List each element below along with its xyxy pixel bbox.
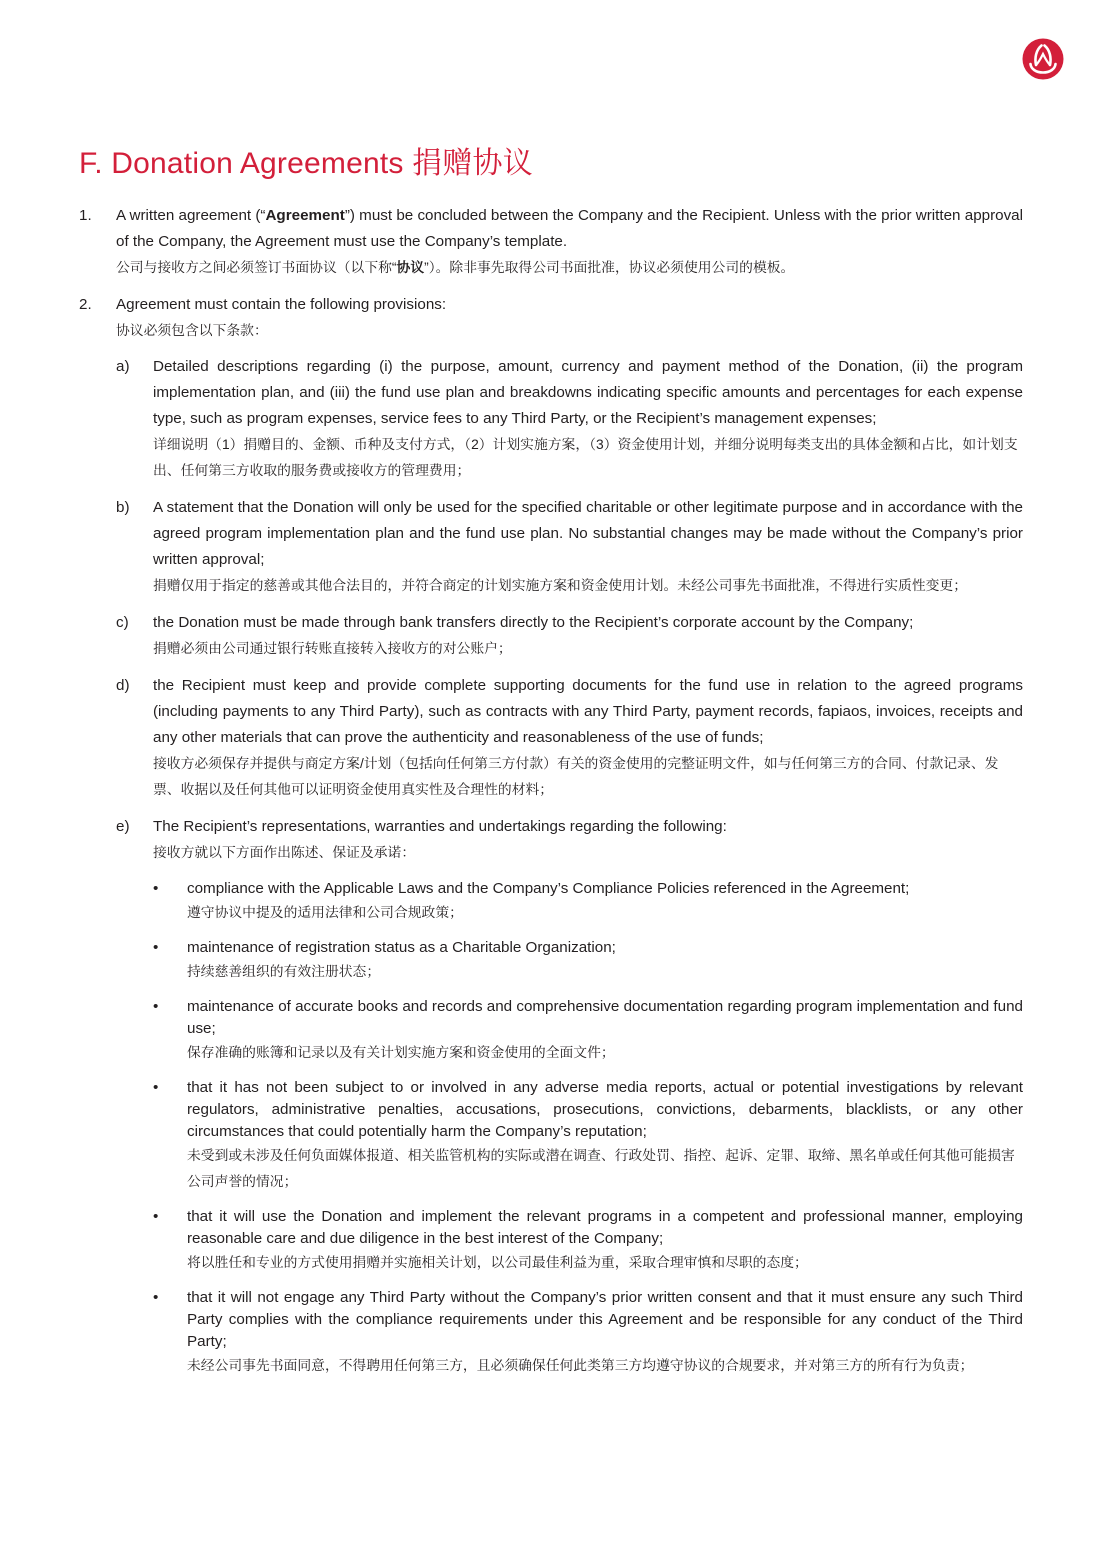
provision-text-en: Detailed descriptions regarding (i) the purpose, amount, currency and payment method of the Donation, (ii) the program implementation plan, and (iii) the fund use plan and breakdowns indicating specific amounts and percentages for each expense type, such as program expenses, service fees to any Third Party, or the Recipient’s management expenses; — [153, 358, 1023, 427]
agreement-requirements — [79, 203, 1023, 1379]
provision-a — [116, 354, 1023, 484]
bullet-text-zh: 未经公司事先书面同意，不得聘用任何第三方，且必须确保任何此类第三方均遵守协议的合规要求，并对第三方的所有行为负责； — [187, 1358, 974, 1373]
item-text-zh: 协议必须包含以下条款： — [116, 323, 268, 338]
list-item-2 — [79, 292, 1023, 1379]
provision-text-en: the Donation must be made through bank transfers directly to the Recipient’s corporate account by the Company; — [153, 614, 914, 631]
text-segment: ”）。除非事先取得公司书面批准，协议必须使用公司的模板。 — [424, 260, 795, 275]
defined-term: 协议 — [396, 260, 425, 275]
item-number: 1. — [79, 207, 92, 224]
bullet-icon: • — [153, 1289, 159, 1306]
text-segment: ”) must be concluded between the Company and the Recipient. Unless with the prior written approval of the Company, the Agreement must use the Company’s template. — [116, 207, 1024, 250]
provision-text-en: The Recipient’s representations, warranties and undertakings regarding the following: — [153, 818, 727, 835]
item-text-en: Agreement must contain the following provisions: — [116, 296, 447, 313]
bullet-text-en: that it will use the Donation and implement the relevant programs in a competent and professional manner, employing reasonable care and due diligence in the best interest of the Company; — [187, 1208, 1023, 1247]
bullet-text-zh: 持续慈善组织的有效注册状态； — [187, 964, 381, 979]
provision-e — [116, 814, 1023, 1379]
bullet-text-zh: 未受到或未涉及任何负面媒体报道、相关监管机构的实际或潜在调查、行政处罚、指控、起诉、定罪、取缔、黑名单或任何其他可能损害公司声誉的情况； — [187, 1148, 1015, 1189]
bullet-text-zh: 保存准确的账簿和记录以及有关计划实施方案和资金使用的全面文件； — [187, 1045, 615, 1060]
provision-letter: b) — [116, 499, 130, 516]
bullet-item — [153, 1287, 1023, 1379]
bullet-icon: • — [153, 1079, 159, 1096]
bullet-icon: • — [153, 998, 159, 1015]
bullet-text-en: that it has not been subject to or involved in any adverse media reports, actual or potential investigations by relevant regulators, administrative penalties, accusations, prosecutions, convictions, debarments, blacklists, or any other circumstances that could potentially harm the Company’s reputation; — [187, 1079, 1023, 1140]
undertakings-list — [153, 878, 1023, 1379]
provision-text-en: A statement that the Donation will only be used for the specified charitable or other legitimate purpose and in accordance with the agreed program implementation plan and the fund use plan. No substantial changes may be made without the Company’s prior written approval; — [153, 499, 1023, 568]
list-item-1 — [79, 203, 1023, 281]
bullet-item — [153, 996, 1023, 1066]
bullet-text-en: compliance with the Applicable Laws and the Company’s Compliance Policies referenced in the Agreement; — [187, 880, 910, 897]
text-segment: A written agreement (“ — [116, 207, 266, 224]
provision-letter: c) — [116, 614, 129, 631]
bullet-text-en: maintenance of registration status as a Charitable Organization; — [187, 939, 616, 956]
bullet-text-zh: 遵守协议中提及的适用法律和公司合规政策； — [187, 905, 463, 920]
page-title: F. Donation Agreements 捐赠协议 — [79, 147, 533, 180]
provision-letter: a) — [116, 358, 130, 375]
bullet-icon: • — [153, 1208, 159, 1225]
item-number: 2. — [79, 296, 92, 313]
provision-c — [116, 610, 1023, 662]
provision-text-zh: 接收方必须保存并提供与商定方案/计划（包括向任何第三方付款）有关的资金使用的完整证明文件，如与任何第三方的合同、付款记录、发票、收据以及任何其他可以证明资金使用真实性及合理性的材料； — [153, 756, 999, 797]
bullet-icon: • — [153, 939, 159, 956]
defined-term: Agreement — [265, 207, 345, 224]
bullet-item — [153, 878, 1023, 926]
bullet-icon: • — [153, 880, 159, 897]
provision-text-zh: 捐赠必须由公司通过银行转账直接转入接收方的对公账户； — [153, 641, 512, 656]
bullet-text-en: maintenance of accurate books and records and comprehensive documentation regarding program implementation and fund use; — [187, 998, 1023, 1037]
provision-text-zh: 详细说明（1）捐赠目的、金额、币种及支付方式，（2）计划实施方案，（3）资金使用计划，并细分说明每类支出的具体金额和占比，如计划支出、任何第三方收取的服务费或接收方的管理费用； — [153, 437, 1018, 478]
provisions-list — [116, 354, 1023, 1379]
provision-letter: d) — [116, 677, 130, 694]
item-text-zh — [116, 255, 1023, 281]
bullet-text-zh: 将以胜任和专业的方式使用捐赠并实施相关计划，以公司最佳利益为重，采取合理审慎和尽职的态度； — [187, 1255, 808, 1270]
text-segment: 公司与接收方之间必须签订书面协议（以下称“ — [116, 260, 397, 275]
bullet-item — [153, 937, 1023, 985]
bullet-item — [153, 1077, 1023, 1195]
provision-text-zh: 接收方就以下方面作出陈述、保证及承诺： — [153, 845, 416, 860]
provision-b — [116, 495, 1023, 599]
provision-letter: e) — [116, 818, 130, 835]
item-text-en — [116, 203, 1023, 255]
bullet-item — [153, 1206, 1023, 1276]
provision-text-zh: 捐赠仅用于指定的慈善或其他合法目的，并符合商定的计划实施方案和资金使用计划。未经公司事先书面批准，不得进行实质性变更； — [153, 578, 968, 593]
provision-text-en: the Recipient must keep and provide complete supporting documents for the fund use in relation to the agreed programs (including payments to any Third Party), such as contracts with any Third Party, payment records, fapiaos, invoices, receipts and any other materials that can prove the authenticity and reasonableness of the use of funds; — [153, 677, 1023, 746]
lululemon-logo-icon — [1022, 38, 1064, 80]
bullet-text-en: that it will not engage any Third Party without the Company’s prior written consent and that it must ensure any such Third Party complies with the compliance requirements under this Agreement and be responsible for any conduct of the Third Party; — [187, 1289, 1023, 1350]
provision-d — [116, 673, 1023, 803]
